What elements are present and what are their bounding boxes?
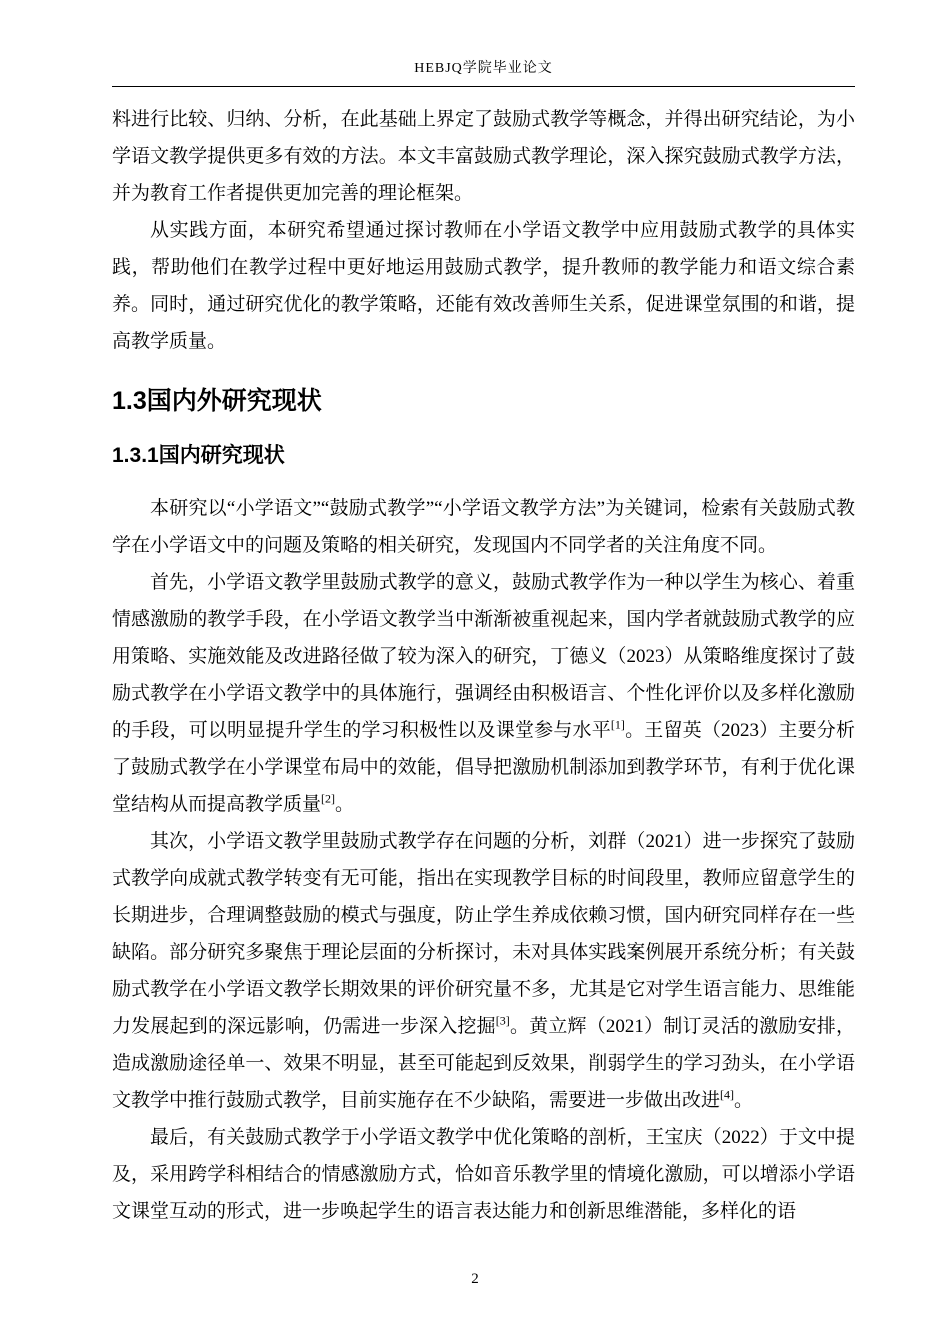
paragraph-segment: 其次，小学语文教学里鼓励式教学存在问题的分析，刘群（2021）进一步探究了鼓励式教学向成就式教学转变有无可能，指出在实现教学目标的时间段里，教师应留意学生的长期进步，合理调整鼓励的模式与强度，防止学生养成依赖习惯，国内研究同样存在一些缺陷。部分研究多聚焦于理论层面的分析探讨，未对具体实践案例展开系统分析；有关鼓励式教学在小学语文教学长期效果的评价研究量不多，尤其是它对学生语言能力、思维能力发展起到的深远影响，仍需进一步深入挖掘 [112,831,855,1037]
page-number: 2 [471,1271,479,1287]
paragraph-third-point: 最后，有关鼓励式教学于小学语文教学中优化策略的剖析，王宝庆（2022）于文中提及，采用跨学科相结合的情感激励方式，恰如音乐教学里的情境化激励，可以增添小学语文课堂互动的形式，进一步唤起学生的语言表达能力和创新思维潜能，多样化的语 [112,1127,855,1222]
subsection-heading-domestic-research: 1.3.1国内研究现状 [112,444,285,467]
citation-ref-3: [3] [495,1013,510,1028]
paragraph-segment: 。黄立辉（2021）制订灵活的激励安排，造成激励途径单一、效果不明显，甚至可能起到反效果，削弱学生的学习劲头，在小学语文教学中推行鼓励式教学，目前实施存在不少缺陷，需要进一步做出改进 [112,1016,855,1111]
section-heading-research-status: 1.3国内外研究现状 [112,387,322,415]
citation-ref-1: [1] [610,717,625,732]
header-title: HEBJQ学院毕业论文 [414,61,553,76]
citation-ref-4: [4] [720,1087,735,1102]
paragraph-segment: 。 [335,794,355,815]
citation-ref-2: [2] [321,791,336,806]
paragraph-practice: 从实践方面，本研究希望通过探讨教师在小学语文教学中应用鼓励式教学的具体实践，帮助他们在教学过程中更好地运用鼓励式教学，提升教师的教学能力和语文综合素养。同时，通过研究优化的教学策略，还能有效改善师生关系，促进课堂氛围的和谐，提高教学质量。 [112,220,855,352]
page-footer [0,1271,950,1288]
paragraph-continuation: 料进行比较、归纳、分析，在此基础上界定了鼓励式教学等概念，并得出研究结论，为小学语文教学提供更多有效的方法。本文丰富鼓励式教学理论，深入探究鼓励式教学方法，并为教育工作者提供更加完善的理论框架。 [112,109,855,204]
paragraph-segment: 。 [734,1090,754,1111]
paragraph-keywords: 本研究以“小学语文”“鼓励式教学”“小学语文教学方法”为关键词，检索有关鼓励式教学在小学语文中的问题及策略的相关研究，发现国内不同学者的关注角度不同。 [112,498,855,556]
document-body [112,87,855,1230]
page-header [112,0,855,87]
paragraph-segment: 。王留英（2023）主要分析了鼓励式教学在小学课堂布局中的效能，倡导把激励机制添加到教学环节，有利于优化课堂结构从而提高教学质量 [112,720,855,815]
paragraph-first-point [112,564,855,823]
paragraph-second-point [112,823,855,1119]
paragraph-segment: 首先，小学语文教学里鼓励式教学的意义，鼓励式教学作为一种以学生为核心、着重情感激励的教学手段，在小学语文教学当中渐渐被重视起来，国内学者就鼓励式教学的应用策略、实施效能及改进路径做了较为深入的研究，丁德义（2023）从策略维度探讨了鼓励式教学在小学语文教学中的具体施行，强调经由积极语言、个性化评价以及多样化激励的手段，可以明显提升学生的学习积极性以及课堂参与水平 [112,572,855,741]
